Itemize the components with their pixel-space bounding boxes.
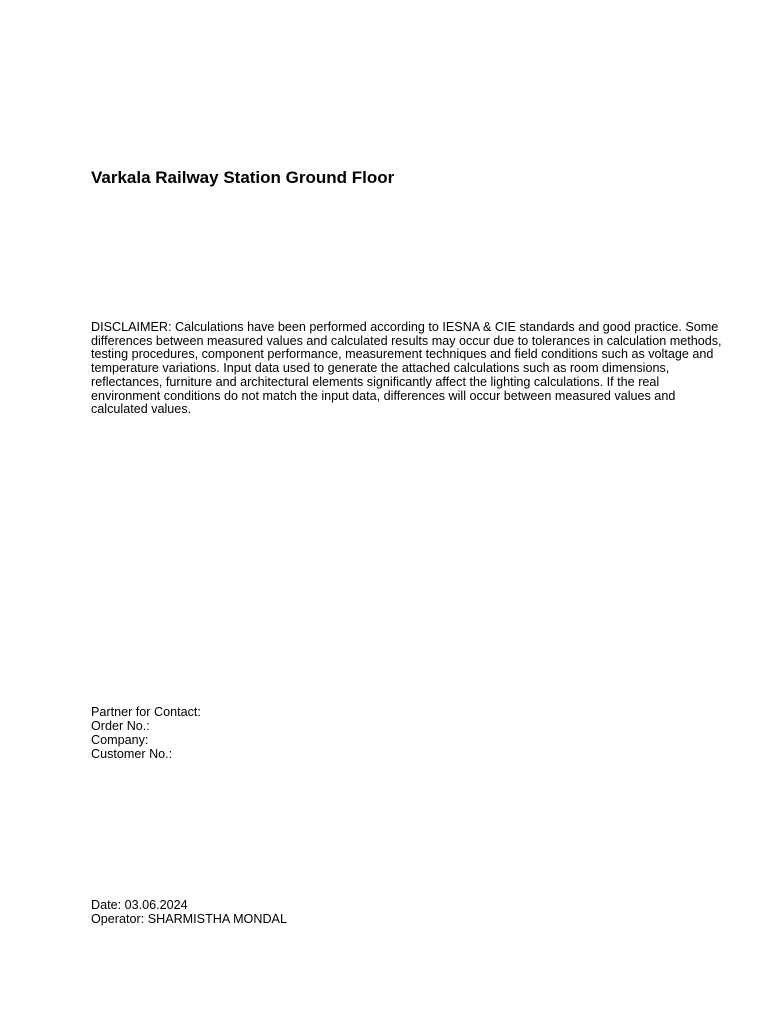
- document-title: Varkala Railway Station Ground Floor: [91, 168, 395, 187]
- document-date: Date: 03.06.2024: [91, 898, 188, 912]
- partner-for-contact-label: Partner for Contact:: [91, 705, 201, 719]
- contact-info-block: [91, 706, 201, 762]
- document-operator: Operator: SHARMISTHA MONDAL: [91, 911, 287, 926]
- order-number-label: Order No.:: [91, 718, 150, 733]
- customer-number-label: Customer No.:: [91, 746, 173, 761]
- document-footer: [91, 899, 287, 927]
- company-label: Company:: [91, 732, 149, 747]
- disclaimer-text: DISCLAIMER: Calculations have been performed according to IESNA & CIE standards and good practice. Some differences between measured values and calculated results may occur due to tolerances in calculation methods, testing procedures, component performance, measurement techniques and field conditions such as voltage and temperature variations. Input data used to generate the attached calculations such as room dimensions, reflectances, furniture and architectural elements significantly affect the lighting calculations. If the real environment conditions do not match the input data, differences will occur between measured values and calculated values.: [91, 320, 722, 417]
